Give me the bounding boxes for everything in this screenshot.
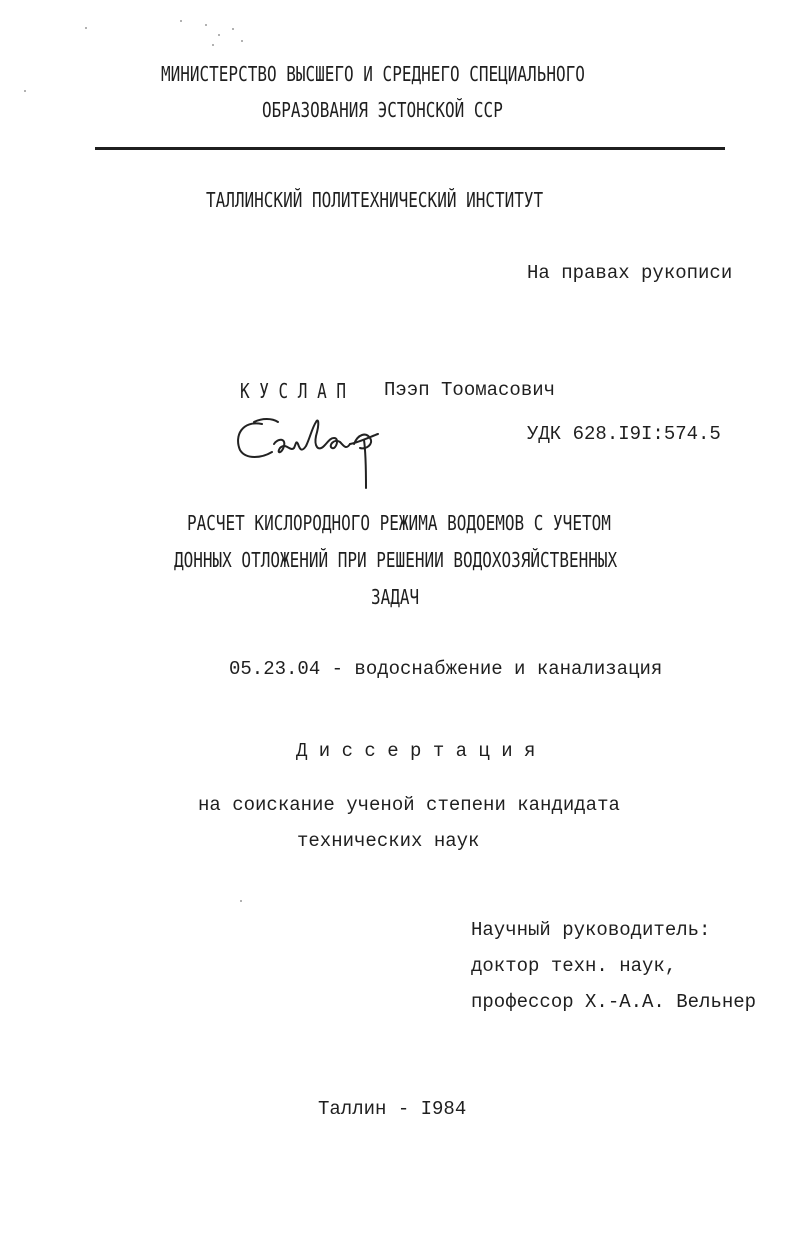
scan-speck <box>205 24 207 26</box>
title-line-2: ДОННЫХ ОТЛОЖЕНИЙ ПРИ РЕШЕНИИ ВОДОХОЗЯЙСТВЕННЫХ <box>174 548 618 572</box>
ministry-line-2: ОБРАЗОВАНИЯ ЭСТОНСКОЙ ССР <box>262 98 503 122</box>
title-line-3: ЗАДАЧ <box>371 585 420 609</box>
header-divider <box>95 147 725 150</box>
scan-speck <box>218 34 220 36</box>
supervisor-degree: доктор техн. наук, <box>471 955 677 977</box>
title-line-1: РАСЧЕТ КИСЛОРОДНОГО РЕЖИМА ВОДОЕМОВ С УЧЕТОМ <box>187 511 611 535</box>
rights-note: На правах рукописи <box>527 262 733 284</box>
specialty-code: 05.23.04 - водоснабжение и канализация <box>229 658 663 680</box>
ministry-line-1: МИНИСТЕРСТВО ВЫСШЕГО И СРЕДНЕГО СПЕЦИАЛЬНОГО <box>161 62 585 86</box>
dissertation-purpose-line-2: технических наук <box>297 830 480 852</box>
scan-speck <box>180 20 182 22</box>
scan-speck <box>232 28 234 30</box>
supervisor-name: профессор Х.-А.А. Вельнер <box>471 991 757 1013</box>
udc-code: УДК 628.I9I:574.5 <box>527 423 721 445</box>
scan-speck <box>212 44 214 46</box>
supervisor-heading: Научный руководитель: <box>471 919 711 941</box>
institute-name: ТАЛЛИНСКИЙ ПОЛИТЕХНИЧЕСКИЙ ИНСТИТУТ <box>206 188 544 212</box>
scan-speck <box>85 27 87 29</box>
dissertation-label: Д и с с е р т а ц и я <box>296 740 536 762</box>
author-surname: К У С Л А П <box>240 379 346 403</box>
author-signature <box>232 414 392 492</box>
author-given-names: Пээп Тоомасович <box>384 379 556 401</box>
dissertation-purpose-line-1: на соискание ученой степени кандидата <box>198 794 620 816</box>
scan-speck <box>24 90 26 92</box>
scan-speck <box>241 40 243 42</box>
scan-speck <box>240 900 242 902</box>
place-year: Таллин - I984 <box>318 1098 467 1120</box>
